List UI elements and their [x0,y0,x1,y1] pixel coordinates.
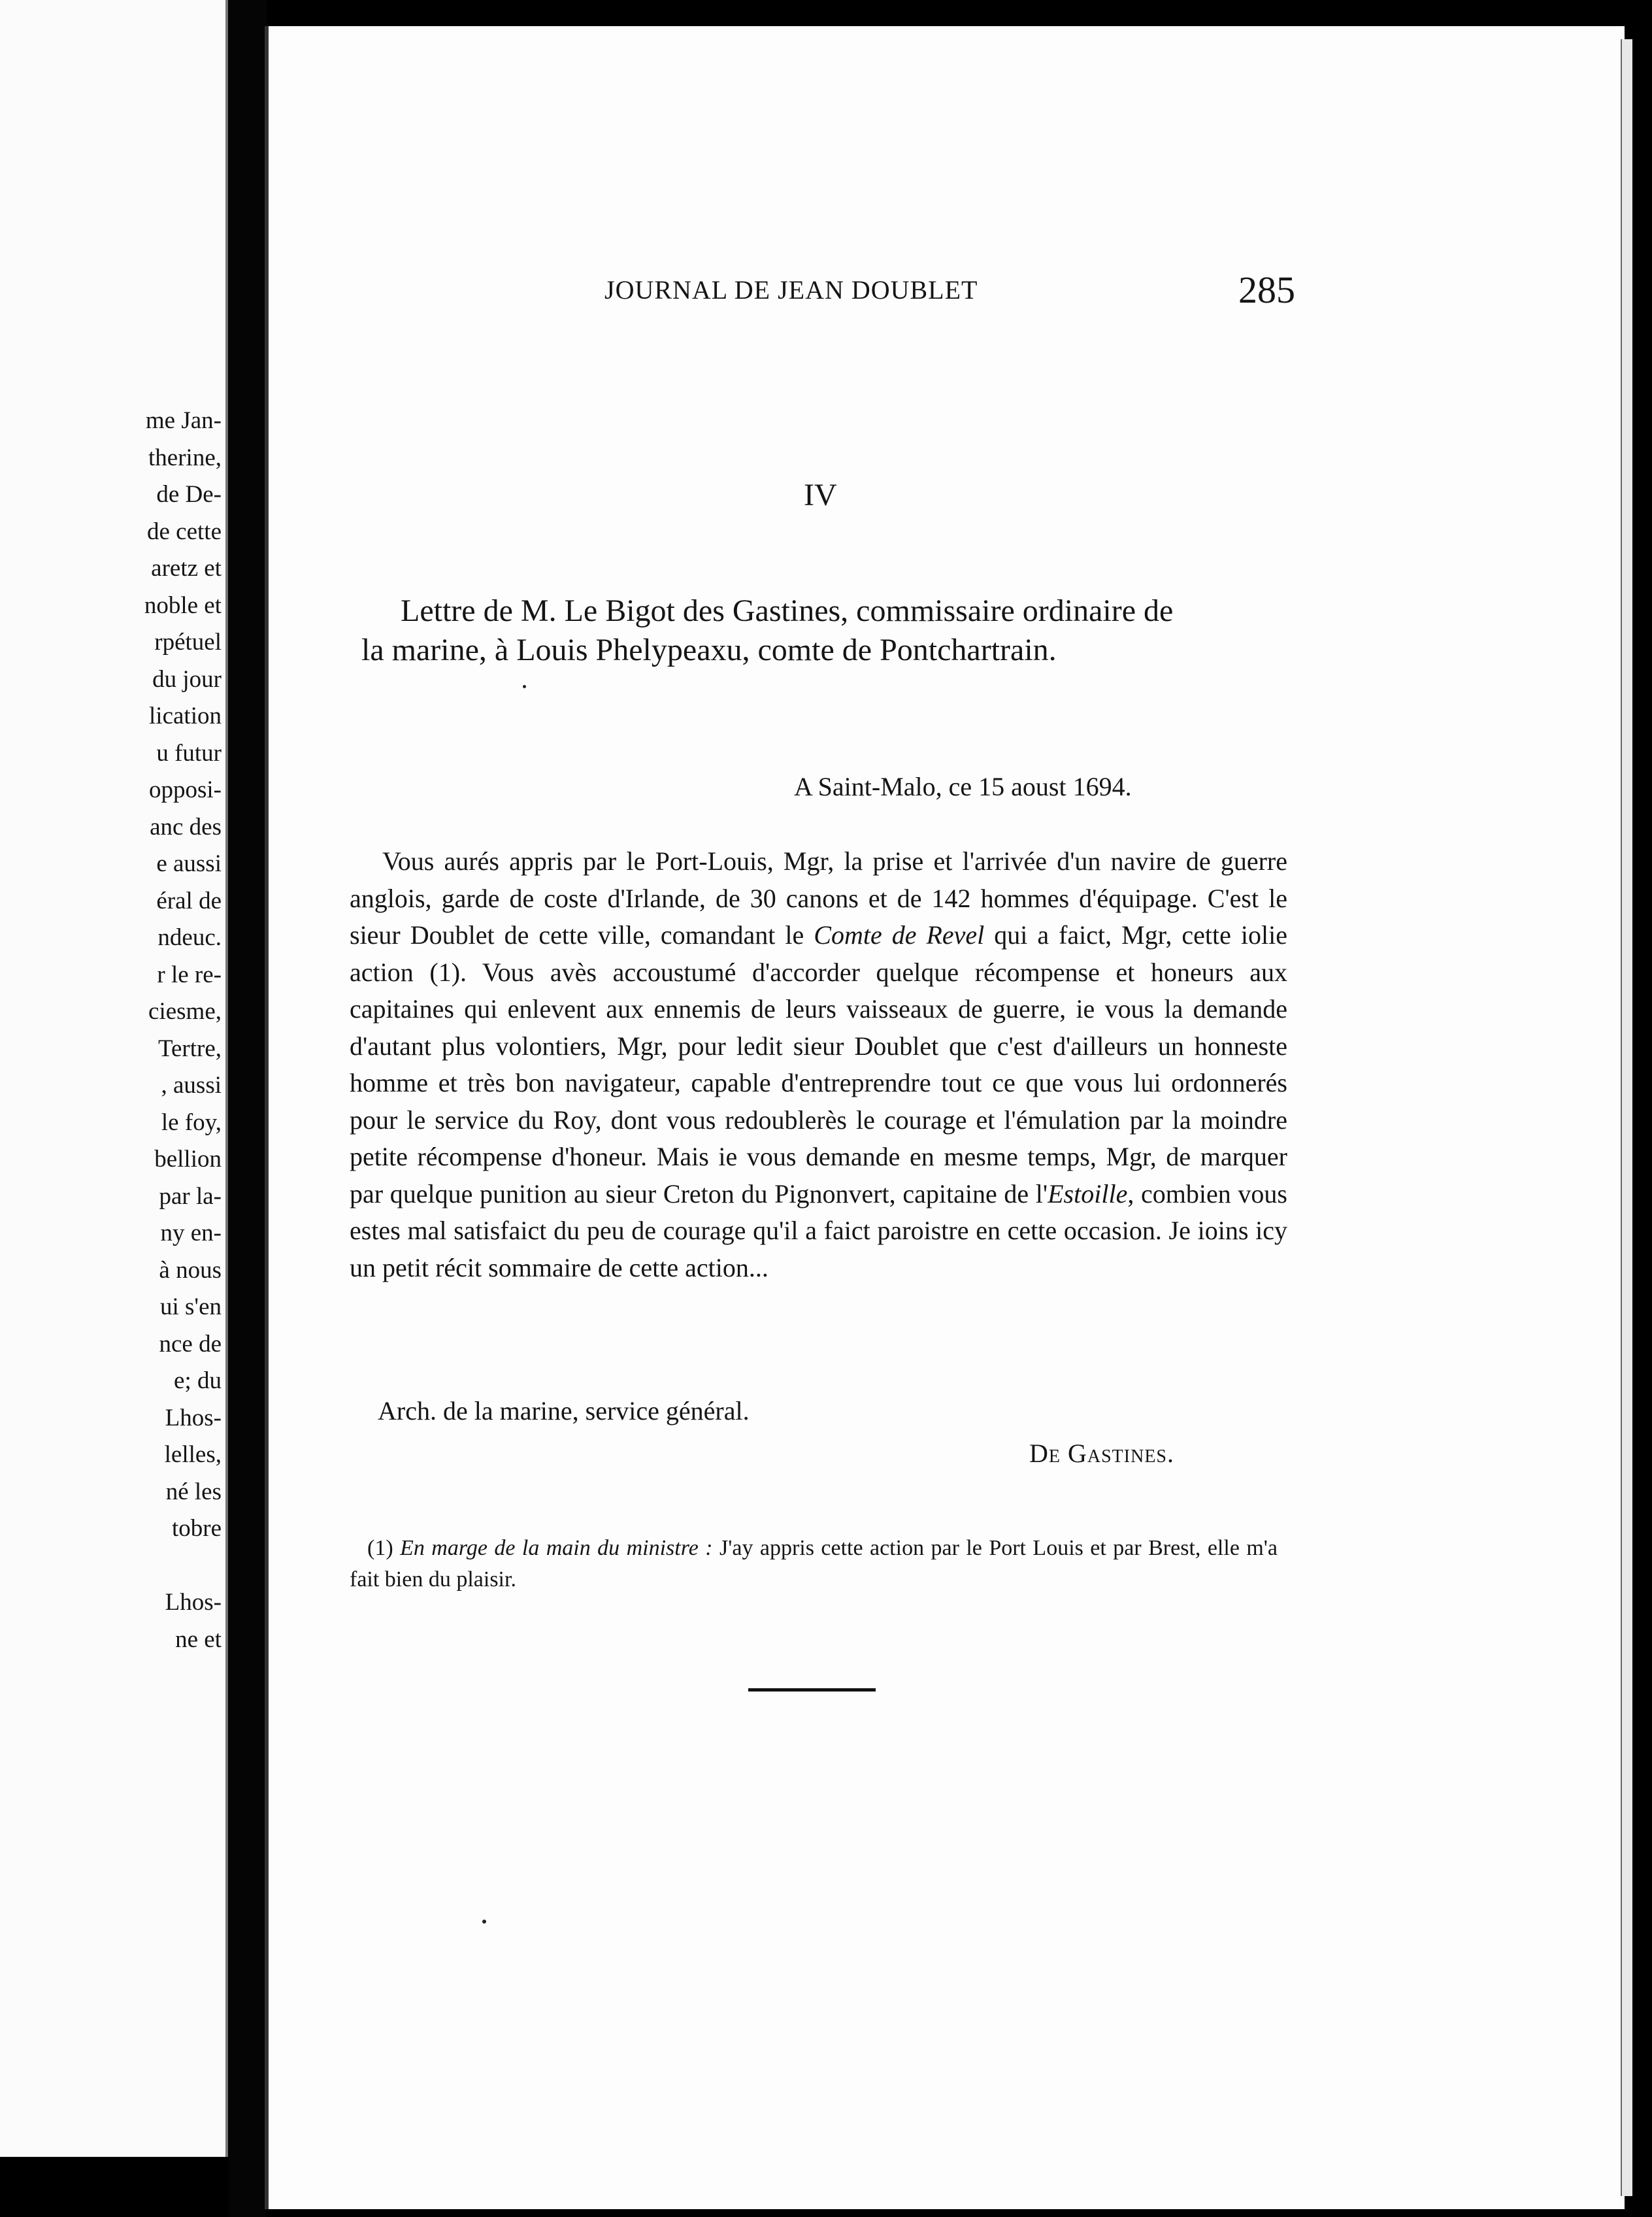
facing-page-line: Lhos- [165,1589,222,1616]
facing-page-line: Tertre, [157,1035,222,1062]
running-header: JOURNAL DE JEAN DOUBLET [604,275,978,305]
body-text-3: , combien vous estes mal satisfaict du peu de courage qu'il a faict paroistre en cette occasion. Je ioins icy un petit récit sommaire de cette action... [350,1178,1287,1282]
facing-page-line: anc des [150,813,222,841]
footnote [350,1533,1278,1595]
facing-page-line: de cette [147,518,222,545]
letter-title [361,592,1289,670]
facing-page-line: me Jan- [145,407,222,434]
print-speck [523,685,526,688]
letter-title-line-2: la marine, à Louis Phelypeaxu, comte de Pontchartrain. [361,633,1057,667]
page-edge [1621,39,1632,2196]
facing-page [0,0,228,2157]
facing-page-line: ui s'en [159,1293,222,1320]
archive-reference: Arch. de la marine, service général. [378,1396,750,1425]
facing-page-line: u futur [156,739,222,767]
book-gutter [229,0,267,2217]
facing-page-line: r le re- [157,961,222,988]
facing-page-line: tobre [171,1515,222,1542]
letter-title-line-1: Lettre de M. Le Bigot des Gastines, commissaire ordinaire de [401,593,1174,628]
facing-page-line: lication [149,703,222,729]
signature: De Gastines. [1029,1439,1174,1468]
facing-page-line: éral de [156,887,222,914]
footnote-body: J'ay appris cette action par le Port Louis et par Brest, elle m'a fait bien du plaisir. [350,1536,1278,1592]
facing-page-line: Lhos- [165,1404,222,1431]
facing-page-line: opposi- [149,776,222,803]
body-text-2: qui a faict, Mgr, cette iolie action (1). Vous avès accoustumé d'accorder quelque récompense et honeurs aux capitaines qui enlevent aux ennemis de leurs vaisseaux de guerre, ie vous la demande d'autant plus volontiers, Mgr, pour ledit sieur Doublet que c'est d'ailleurs un honneste homme et très bon navigateur, capable d'entreprendre tout ce que vous lui ordonnerés pour le service du Roy, dont vous redoublerès le courage et l'émulation par la moindre petite récompense d'honeur. Mais ie vous demande en mesme temps, Mgr, de marquer par quelque punition au sieur Creton du Pignonvert, capitaine de l' [350,920,1287,1209]
facing-page-line: noble et [144,592,222,619]
facing-page-line: né les [165,1478,222,1505]
letter-body [350,843,1287,1286]
facing-page-line: à nous [159,1256,222,1284]
facing-page-line: e aussi [156,850,222,877]
facing-page-line: aretz et [151,555,222,582]
facing-page-line: e; du [174,1367,222,1394]
facing-page-line: rpétuel [154,629,222,656]
facing-page-line: lelles, [164,1441,222,1468]
section-number: IV [804,478,837,512]
body-paragraph [350,843,1287,1286]
dateline: A Saint-Malo, ce 15 aoust 1694. [794,772,1132,801]
facing-page-line: du jour [152,665,222,693]
footnote-text [350,1533,1278,1595]
facing-page-line: de De- [156,481,222,508]
print-speck [482,1920,486,1924]
facing-page-line: bellion [154,1146,222,1173]
facing-page-line: nce de [159,1330,222,1358]
footnote-italic: En marge de la main du ministre : [400,1536,713,1560]
facing-page-line: ny en- [160,1220,222,1246]
facing-page-line: , aussi [161,1072,222,1099]
facing-page-line: ndeuc. [157,924,222,951]
end-rule [748,1688,876,1692]
ship-name: Estoille [1048,1178,1128,1209]
footnote-marker: (1) [367,1536,393,1560]
body-text-1: Vous aurés appris par le Port-Louis, Mgr, la prise et l'arrivée d'un navire de guerre anglois, garde de coste d'Irlande, de 30 canons et de 142 hommes d'équipage. C'est le sieur Doublet de cette ville, comandant le [350,846,1287,950]
ship-name: Comte de Revel [814,920,985,950]
page-number: 285 [1238,269,1295,311]
facing-page-line: therine, [148,444,222,471]
facing-page-line: ne et [175,1625,222,1653]
facing-page-line: par la- [159,1182,222,1210]
facing-page-line: le foy, [161,1108,222,1136]
facing-page-line: ciesme, [148,998,222,1025]
